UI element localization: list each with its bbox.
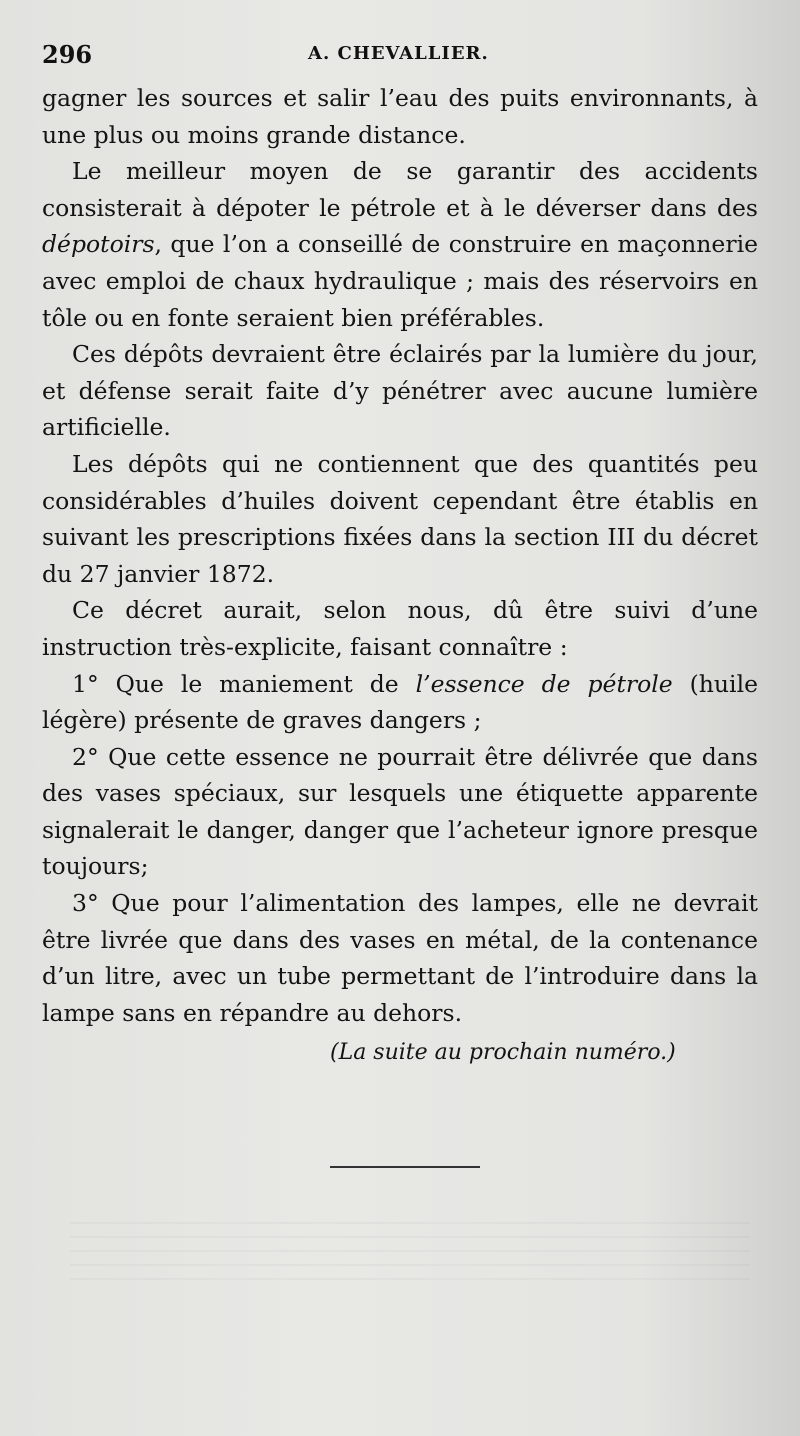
show-through-texture [70, 1210, 750, 1290]
running-head: A. CHEVALLIER. [308, 43, 489, 64]
paragraph-6 [42, 666, 758, 739]
paragraph-3: Ces dépôts devraient être éclairés par la lumière du jour, et défense serait faite d’y pénétrer avec aucune lumière artificielle. [42, 340, 758, 442]
paragraph-1: gagner les sources et salir l’eau des puits environnants, à une plus ou moins grande distance. [42, 84, 758, 149]
paragraph-2-text-before: Le meilleur moyen de se garantir des accidents consisterait à dépoter le pétrole et à le déverser dans des [42, 157, 758, 222]
paragraph-6-text-after: (huile légère) présente de graves dangers ; [42, 669, 758, 735]
body-text [42, 80, 758, 1031]
separator-rule [330, 1166, 480, 1168]
paragraph-6-italic: l’essence de pétrole [415, 669, 673, 698]
continuation-note: (La suite au prochain numéro.) [330, 1040, 676, 1065]
paragraph-2 [42, 153, 758, 336]
page-header [42, 40, 754, 74]
paragraph-6-text-before: 1° Que le maniement de [72, 669, 416, 698]
page-number: 296 [42, 40, 93, 69]
paragraph-2-text-after: , que l’on a conseillé de construire en maçonnerie avec emploi de chaux hydraulique ; mais des réservoirs en tôle ou en fonte seraient bien préférables. [42, 230, 758, 332]
paragraph-5: Ce décret aurait, selon nous, dû être suivi d’une instruction très-explicite, faisant connaître : [42, 596, 758, 661]
paragraph-8: 3° Que pour l’alimentation des lampes, elle ne devrait être livrée que dans des vases en métal, de la contenance d’un litre, avec un tube permettant de l’introduire dans la lampe sans en répandre au dehors. [42, 889, 758, 1027]
paragraph-4: Les dépôts qui ne contiennent que des quantités peu considérables d’huiles doivent cependant être établis en suivant les prescriptions fixées dans la section III du décret du 27 janvier 1872. [42, 449, 758, 588]
paragraph-2-italic: dépotoirs [42, 230, 155, 259]
paragraph-7: 2° Que cette essence ne pourrait être délivrée que dans des vases spéciaux, sur lesquels une étiquette apparente signalerait le danger, danger que l’acheteur ignore presque toujours; [42, 742, 758, 881]
